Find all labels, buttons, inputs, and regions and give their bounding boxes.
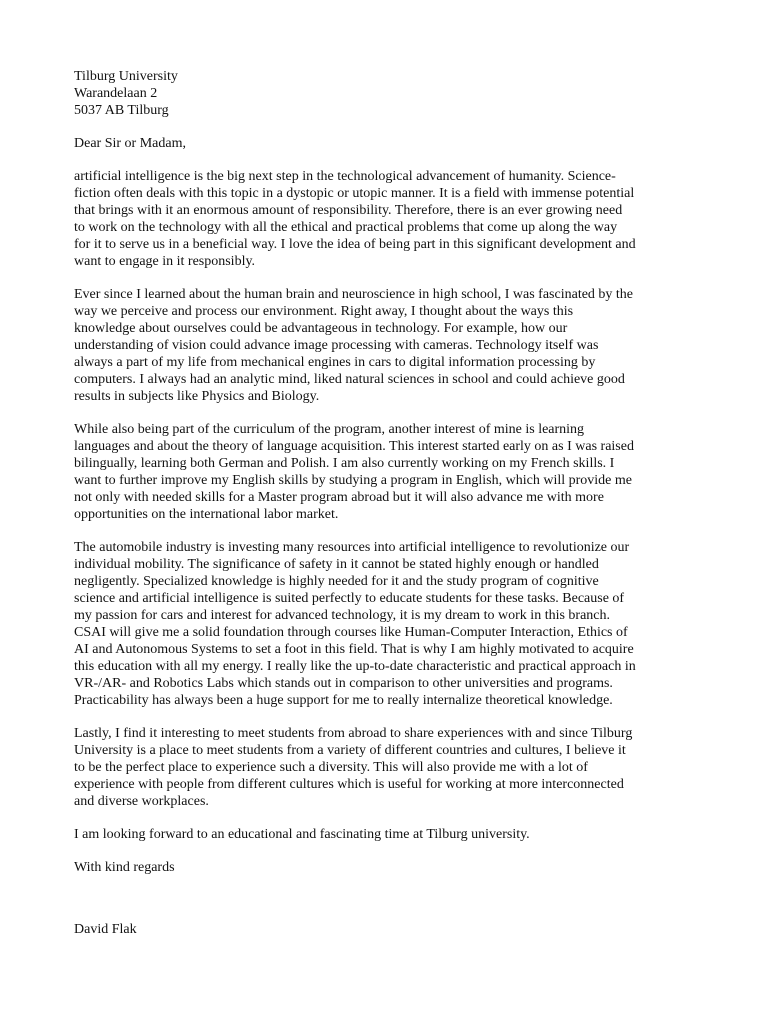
address-line: 5037 AB Tilburg [74, 103, 169, 118]
letter-page [74, 68, 704, 938]
paragraph-line: to be the perfect place to experience such a diversity. This will also provide me with a lot of [74, 760, 588, 775]
paragraph-line: CSAI will give me a solid foundation through courses like Human-Computer Interaction, Ethics of [74, 625, 628, 640]
paragraph-line: results in subjects like Physics and Biology. [74, 389, 320, 404]
paragraph-line: that brings with it an enormous amount of responsibility. Therefore, there is an ever growing need [74, 203, 623, 218]
paragraph-line: individual mobility. The significance of safety in it cannot be stated highly enough or handled [74, 557, 599, 572]
paragraph-line: my passion for cars and interest for advanced technology, it is my dream to work in this branch. [74, 608, 611, 623]
paragraph-line: science and artificial intelligence is suited perfectly to educate students for these tasks. Because of [74, 591, 625, 606]
paragraph-line: bilingually, learning both German and Polish. I am also currently working on my French skills. I [74, 456, 615, 471]
paragraph-line: artificial intelligence is the big next step in the technological advancement of humanity. Science- [74, 169, 616, 184]
paragraph-line: not only with needed skills for a Master program abroad but it will also advance me with more [74, 490, 604, 505]
address-line: Warandelaan 2 [74, 86, 158, 101]
paragraph-line: want to engage in it responsibly. [74, 254, 256, 269]
paragraph-line: Lastly, I find it interesting to meet students from abroad to share experiences with and since Tilburg [74, 726, 633, 741]
paragraph-line: knowledge about ourselves could be advantageous in technology. For example, how our [74, 321, 568, 336]
signature-name: David Flak [74, 922, 137, 937]
paragraph-line: Ever since I learned about the human brain and neuroscience in high school, I was fascinated by the [74, 287, 634, 302]
paragraph-line: experience with people from different cultures which is useful for working at more interconnected [74, 777, 624, 792]
paragraph-1 [74, 168, 704, 270]
paragraph-3 [74, 421, 704, 523]
paragraph-5 [74, 725, 704, 810]
paragraph-2 [74, 286, 704, 405]
salutation: Dear Sir or Madam, [74, 136, 186, 151]
closing: With kind regards [74, 860, 175, 875]
paragraph-line: VR-/AR- and Robotics Labs which stands out in comparison to other universities and programs. [74, 676, 613, 691]
paragraph-line: Practicability has always been a huge support for me to really internalize theoretical knowledge. [74, 693, 613, 708]
paragraph-line: negligently. Specialized knowledge is highly needed for it and the study program of cognitive [74, 574, 599, 589]
paragraph-line: computers. I always had an analytic mind, liked natural sciences in school and could achieve good [74, 372, 625, 387]
paragraph-line: way we perceive and process our environment. Right away, I thought about the ways this [74, 304, 574, 319]
paragraph-4 [74, 539, 704, 709]
recipient-address [74, 68, 704, 119]
paragraph-6 [74, 826, 704, 843]
address-line: Tilburg University [74, 69, 178, 84]
paragraph-line: AI and Autonomous Systems to set a foot in this field. That is why I am highly motivated to acquire [74, 642, 634, 657]
paragraph-line: opportunities on the international labor market. [74, 507, 339, 522]
paragraph-line: understanding of vision could advance image processing with cameras. Technology itself was [74, 338, 599, 353]
paragraph-line: fiction often deals with this topic in a dystopic or utopic manner. It is a field with immense potential [74, 186, 635, 201]
paragraph-line: to work on the technology with all the ethical and practical problems that come up along the way [74, 220, 618, 235]
paragraph-line: want to further improve my English skills by studying a program in English, which will provide me [74, 473, 632, 488]
paragraph-line: and diverse workplaces. [74, 794, 209, 809]
paragraph-line: University is a place to meet students from a variety of different countries and cultures, I believe it [74, 743, 626, 758]
paragraph-line: While also being part of the curriculum of the program, another interest of mine is learning [74, 422, 585, 437]
paragraph-line: I am looking forward to an educational and fascinating time at Tilburg university. [74, 827, 530, 842]
paragraph-line: this education with all my energy. I really like the up-to-date characteristic and practical approach in [74, 659, 636, 674]
paragraph-line: languages and about the theory of language acquisition. This interest started early on as I was raised [74, 439, 634, 454]
paragraph-line: The automobile industry is investing many resources into artificial intelligence to revolutionize our [74, 540, 630, 555]
paragraph-line: for it to serve us in a beneficial way. I love the idea of being part in this significant development and [74, 237, 636, 252]
paragraph-line: always a part of my life from mechanical engines in cars to digital information processing by [74, 355, 596, 370]
